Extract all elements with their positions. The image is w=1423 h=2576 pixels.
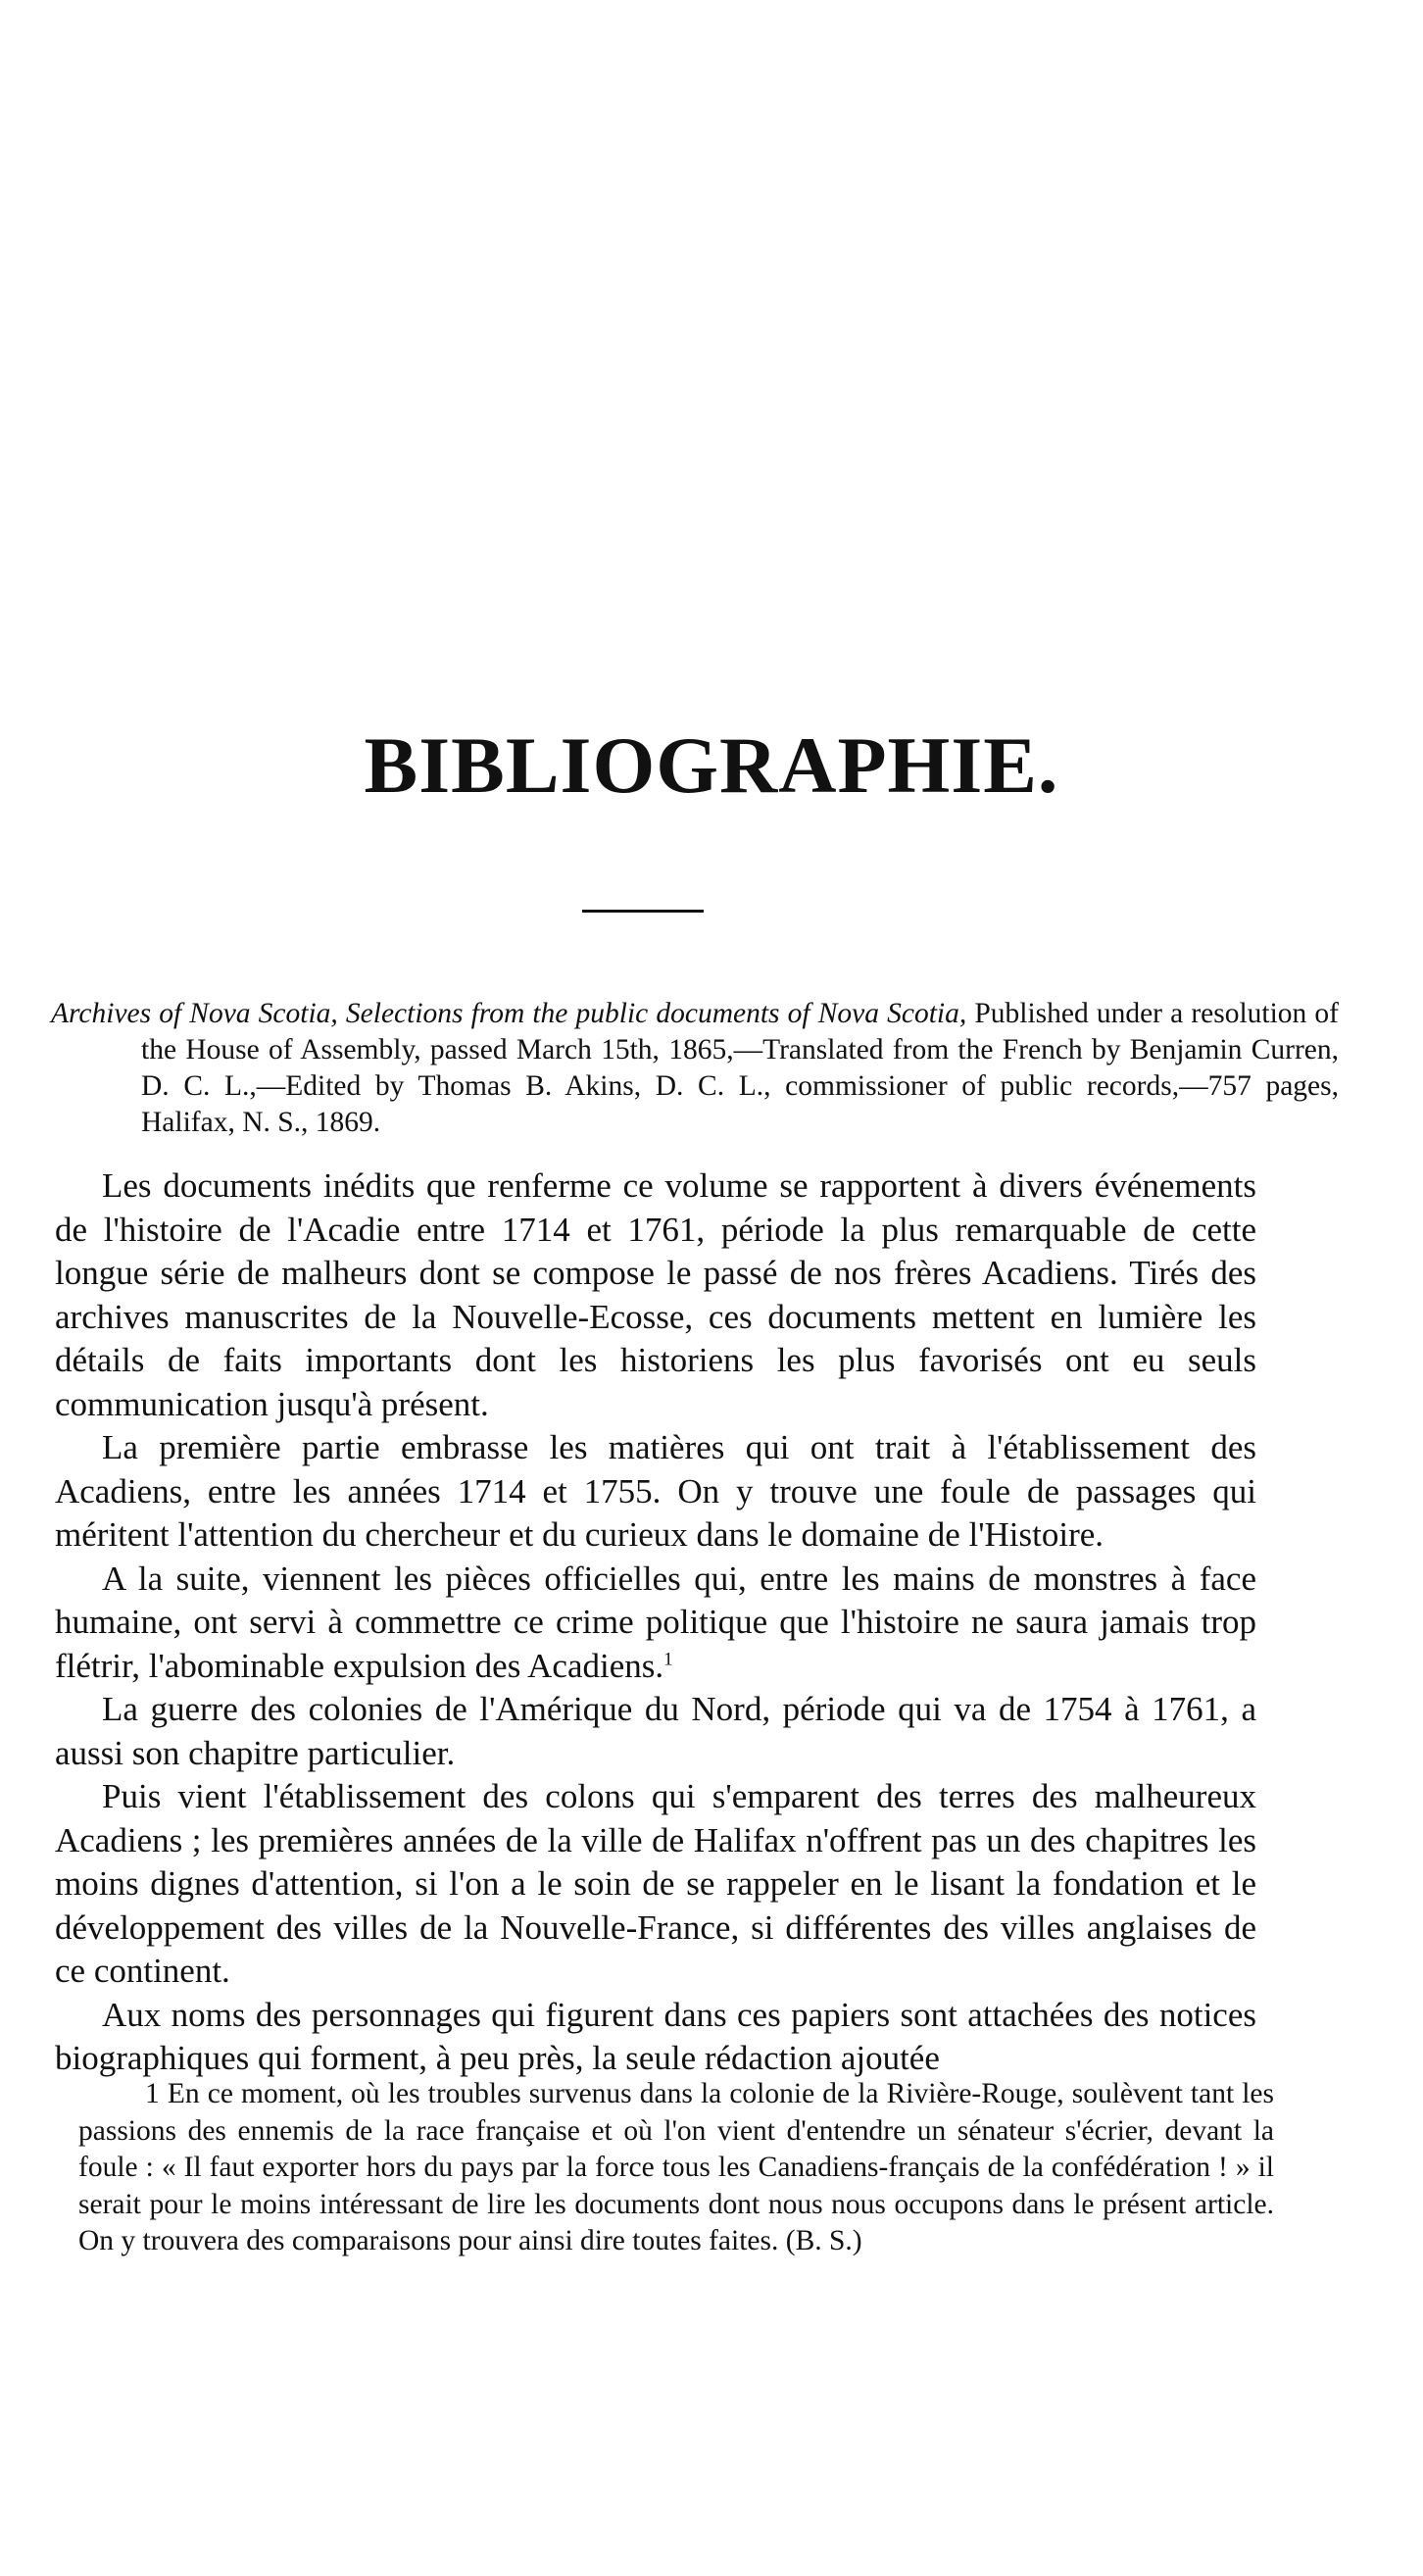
body-paragraph <box>55 1558 1256 1689</box>
body-paragraph: Les documents inédits que renferme ce volume se rapportent à divers événements de l'histoire de l'Acadie entre 1714 et 1761, période la plus remarquable de cette longue série de malheurs dont se compose le passé de nos frères Acadiens. Tirés des archives manuscrites de la Nouvelle-Ecosse, ces documents mettent en lumière les détails de faits importants dont les historiens les plus favorisés ont eu seuls communication jusqu'à présent. <box>55 1166 1256 1423</box>
body-paragraph: La première partie embrasse les matières qui ont trait à l'établissement des Acadiens, entre les années 1714 et 1755. On y trouve une foule de passages qui méritent l'attention du chercheur et du curieux dans le domaine de l'Histoire. <box>55 1428 1256 1554</box>
page-title: BIBLIOGRAPHIE. <box>364 720 1059 810</box>
title-divider <box>582 910 704 913</box>
body-paragraph: La guerre des colonies de l'Amérique du Nord, période qui va de 1754 à 1761, a aussi son chapitre particulier. <box>55 1690 1256 1772</box>
footnote-number: 1 <box>145 2078 160 2109</box>
footnote-text: En ce moment, où les troubles survenus dans la colonie de la Rivière-Rouge, soulèvent tant les passions des ennemis de la race française et où l'on vient d'entendre un sénateur s'écrier, devant la foule : « Il faut exporter hors du pays par la force tous les Canadiens-français de la confédération ! » il serait pour le moins intéressant de lire les documents dont nous nous occupons dans le présent article. On y trouvera des comparaisons pour ainsi dire toutes faites. (B. S.) <box>78 2078 1275 2256</box>
body-paragraph: Aux noms des personnages qui figurent dans ces papiers sont attachées des notices biographiques qui forment, à peu près, la seule rédaction ajoutée <box>55 1995 1256 2077</box>
footnote-reference: 1 <box>663 1648 673 1669</box>
bibliographic-citation <box>51 996 1339 1141</box>
review-body <box>55 1164 1256 2081</box>
citation-title: Archives of Nova Scotia, Selections from the public documents of Nova Scotia, <box>51 998 967 1029</box>
body-paragraph-text: A la suite, viennent les pièces officielles qui, entre les mains de monstres à face humaine, ont servi à commettre ce crime politique que l'histoire ne saura jamais trop flétrir, l'abominable expulsion des Acadiens. <box>55 1559 1256 1685</box>
footnote <box>78 2076 1274 2260</box>
citation-details: Published under a resolution of the House of Assembly, passed March 15th, 1865,—Translated from the French by Benjamin Curren, D. C. L.,—Edited by Thomas B. Akins, D. C. L., commissioner of public records,—757 pages, Halifax, N. S., 1869. <box>141 998 1339 1138</box>
body-paragraph: Puis vient l'établissement des colons qui s'emparent des terres des malheureux Acadiens ; les premières années de la ville de Halifax n'offrent pas un des chapitres les moins dignes d'attention, si l'on a le soin de se rappeler en le lisant la fondation et le développement des villes de la Nouvelle-France, si différentes des villes anglaises de ce continent. <box>55 1777 1256 1990</box>
footnote-text-block <box>78 2076 1274 2260</box>
